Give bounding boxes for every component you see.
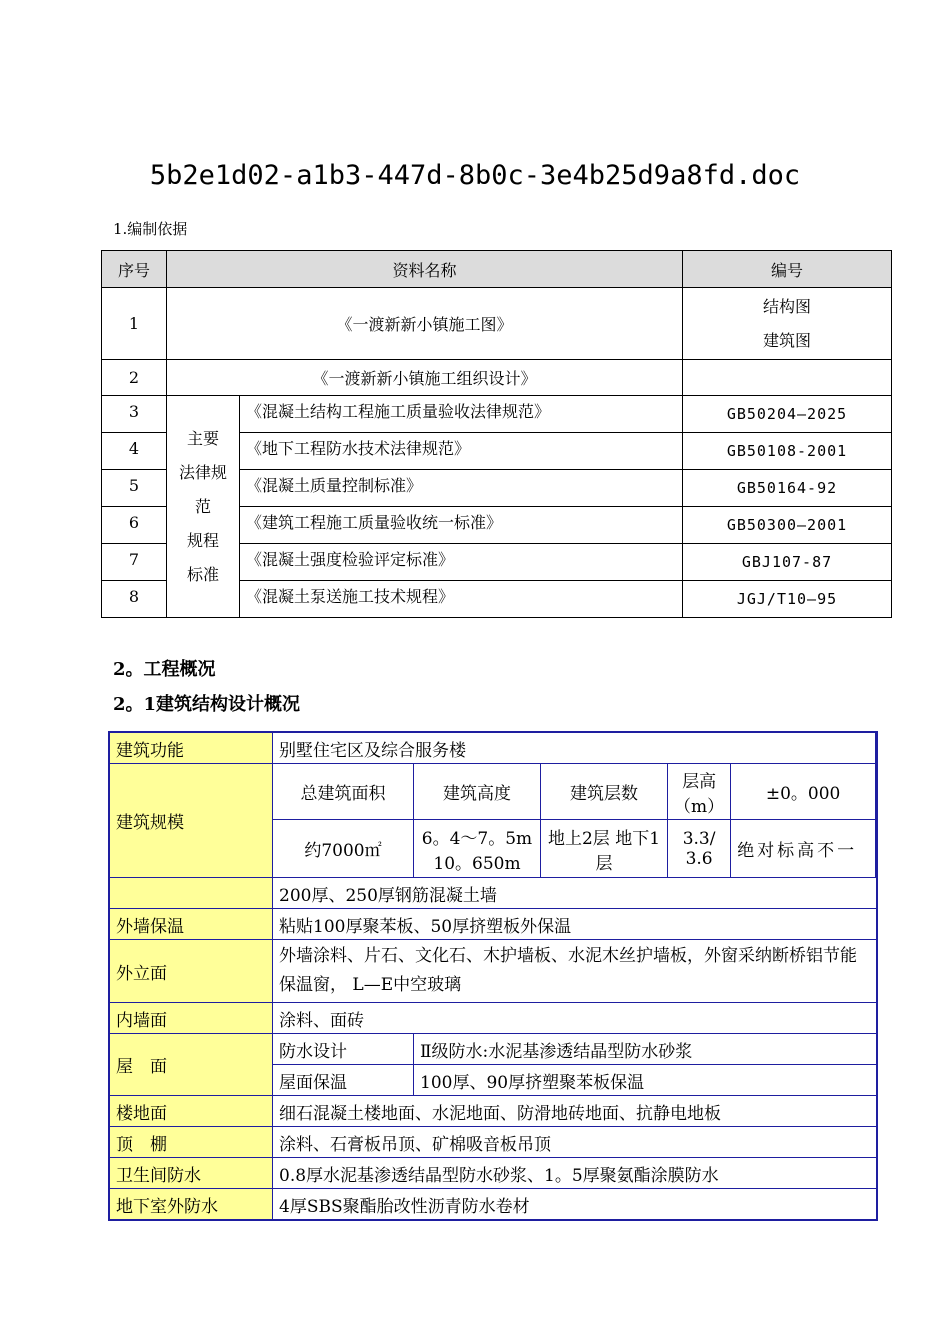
header-code: 编号 — [683, 251, 892, 288]
label-bathroom: 卫生间防水 — [109, 1158, 273, 1189]
row-code: GBJ107-87 — [683, 544, 892, 581]
roof-value: 100厚、90厚挤塑聚苯板保温 — [414, 1065, 877, 1096]
table-row — [102, 396, 892, 433]
group-line: 规程 — [186, 530, 219, 550]
row-code — [683, 288, 892, 360]
table-row — [109, 940, 877, 1003]
table-row — [109, 909, 877, 940]
label-inner-wall: 内墙面 — [109, 1003, 273, 1034]
scale-value: 地上2层 地下1层 — [541, 820, 668, 878]
scale-value: 3.3/ 3.6 — [668, 820, 731, 878]
group-line: 主要 — [186, 428, 219, 448]
value-insulation: 粘贴100厚聚苯板、50厚挤塑板外保温 — [273, 909, 877, 940]
row-code: JGJ/T10—95 — [683, 581, 892, 618]
section-heading-overview: 2。工程概况 — [113, 659, 216, 680]
section-heading-design: 2。1建筑结构设计概况 — [113, 694, 301, 715]
value-inner-wall: 涂料、面砖 — [273, 1003, 877, 1034]
row-code: GB50204—2025 — [683, 396, 892, 433]
row-name: 《混凝土强度检验评定标准》 — [240, 544, 683, 581]
row-code: GB50164-92 — [683, 470, 892, 507]
row-code: GB50108-2001 — [683, 433, 892, 470]
label-scale: 建筑规模 — [109, 764, 273, 878]
row-no: 7 — [102, 544, 167, 581]
label-roof: 屋 面 — [109, 1034, 273, 1096]
header-no: 序号 — [102, 251, 167, 288]
row-name: 《建筑工程施工质量验收统一标准》 — [240, 507, 683, 544]
value-basement: 4厚SBS聚酯胎改性沥青防水卷材 — [273, 1189, 877, 1221]
row-name: 《混凝土质量控制标准》 — [240, 470, 683, 507]
label-ceiling: 顶 棚 — [109, 1127, 273, 1158]
table-row — [109, 1189, 877, 1221]
value-bathroom: 0.8厚水泥基渗透结晶型防水砂浆、1。5厚聚氨酯涂膜防水 — [273, 1158, 877, 1189]
table-row — [109, 878, 877, 909]
table-header-row — [102, 251, 892, 288]
row-name: 《一渡新新小镇施工图》 — [167, 288, 683, 360]
value-function: 别墅住宅区及综合服务楼 — [273, 732, 877, 764]
row-name: 《混凝土结构工程施工质量验收法律规范》 — [240, 396, 683, 433]
scale-header: 建筑高度 — [414, 764, 541, 820]
row-no: 2 — [102, 360, 167, 396]
section-heading-basis: 1.编制依据 — [113, 220, 188, 238]
roof-key: 防水设计 — [273, 1034, 414, 1065]
table-row — [109, 1096, 877, 1127]
table-row — [109, 1034, 877, 1065]
label-facade: 外立面 — [109, 940, 273, 1003]
value-facade: 外墙涂料、片石、文化石、木护墙板、水泥木丝护墙板，外窗采纳断桥铝节能保温窗， L—E中空玻璃 — [273, 940, 877, 1003]
header-name: 资料名称 — [167, 251, 683, 288]
group-line: 法律规 — [178, 462, 227, 482]
row-no: 6 — [102, 507, 167, 544]
label-empty — [109, 878, 273, 909]
label-function: 建筑功能 — [109, 732, 273, 764]
roof-key: 屋面保温 — [273, 1065, 414, 1096]
value-wall: 200厚、250厚钢筋混凝土墙 — [273, 878, 877, 909]
table-row — [109, 1158, 877, 1189]
scale-header: ±0。000 — [731, 764, 877, 820]
group-line: 标准 — [186, 564, 219, 584]
group-line: 范 — [194, 496, 211, 516]
scale-header: 层高（m） — [668, 764, 731, 820]
law-group-label — [167, 396, 240, 618]
row-no: 1 — [102, 288, 167, 360]
code-line: 建筑图 — [762, 330, 811, 350]
value-floor: 细石混凝土楼地面、水泥地面、防滑地砖地面、抗静电地板 — [273, 1096, 877, 1127]
table-row — [102, 360, 892, 396]
row-name: 《混凝土泵送施工技术规程》 — [240, 581, 683, 618]
table-row — [109, 1003, 877, 1034]
row-no: 3 — [102, 396, 167, 433]
scale-value: 约7000㎡ — [273, 820, 414, 878]
table-row — [109, 732, 877, 764]
scale-header: 建筑层数 — [541, 764, 668, 820]
label-basement: 地下室外防水 — [109, 1189, 273, 1221]
table-row — [109, 764, 877, 820]
basis-table — [101, 250, 892, 618]
row-no: 4 — [102, 433, 167, 470]
row-no: 5 — [102, 470, 167, 507]
design-table — [108, 731, 878, 1221]
label-floor: 楼地面 — [109, 1096, 273, 1127]
table-row — [102, 288, 892, 360]
table-row — [109, 1127, 877, 1158]
row-code — [683, 360, 892, 396]
row-name: 《一渡新新小镇施工组织设计》 — [167, 360, 683, 396]
value-ceiling: 涂料、石膏板吊顶、矿棉吸音板吊顶 — [273, 1127, 877, 1158]
document-title: 5b2e1d02-a1b3-447d-8b0c-3e4b25d9a8fd.doc — [149, 160, 801, 191]
label-insulation: 外墙保温 — [109, 909, 273, 940]
row-code: GB50300—2001 — [683, 507, 892, 544]
row-name: 《地下工程防水技术法律规范》 — [240, 433, 683, 470]
row-no: 8 — [102, 581, 167, 618]
scale-value: 绝对标高不一 — [731, 820, 877, 878]
roof-value: Ⅱ级防水:水泥基渗透结晶型防水砂浆 — [414, 1034, 877, 1065]
code-line: 结构图 — [762, 296, 811, 316]
scale-header: 总建筑面积 — [273, 764, 414, 820]
scale-value: 6。4～7。5m 10。650m — [414, 820, 541, 878]
